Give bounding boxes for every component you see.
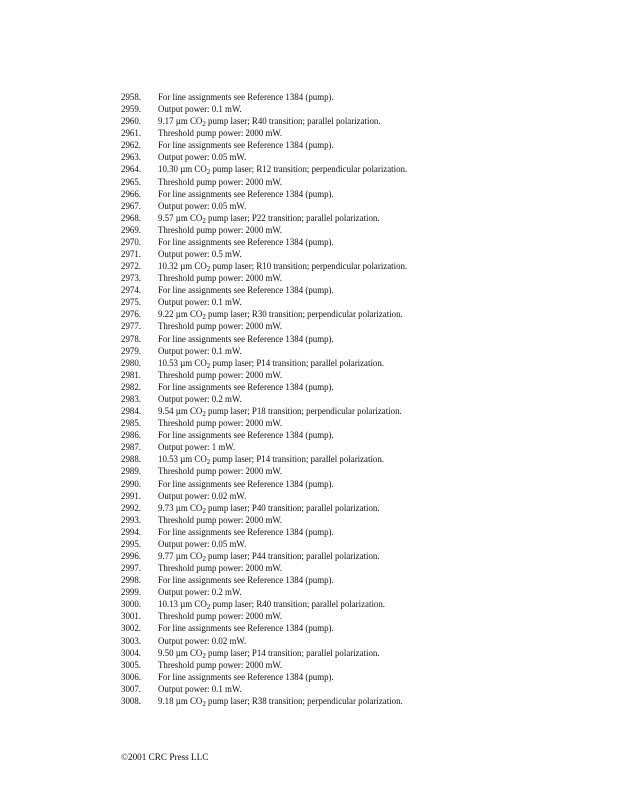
note-number: 2988.: [121, 454, 141, 465]
note-text: Threshold pump power: 2000 mW.: [158, 128, 283, 139]
note-number: 3005.: [121, 659, 141, 670]
note-row: [121, 490, 591, 502]
note-number: 2976.: [121, 309, 141, 320]
note-number: 3008.: [121, 695, 141, 706]
note-row: [121, 248, 591, 260]
note-row: [121, 635, 591, 647]
note-number: 2986.: [121, 430, 141, 441]
note-text: Threshold pump power: 2000 mW.: [158, 466, 283, 477]
copyright-footer: ©2001 CRC Press LLC: [121, 752, 209, 762]
note-number: 2980.: [121, 357, 141, 368]
note-row: [121, 176, 591, 188]
note-number: 2977.: [121, 321, 141, 332]
note-text: For line assignments see Reference 1384 (pump).: [158, 140, 334, 151]
note-row: [121, 369, 591, 381]
note-row: [121, 163, 591, 175]
note-number: 2962.: [121, 140, 141, 151]
note-text-post: pump laser; R10 transition; perpendicular polarization.: [210, 261, 408, 272]
note-row: [121, 417, 591, 429]
note-text: Output power: 0.2 mW.: [158, 393, 242, 404]
note-row: [121, 91, 591, 103]
note-row: [121, 598, 591, 610]
note-subscript: 2: [206, 603, 211, 612]
note-text: For line assignments see Reference 1384 (pump).: [158, 236, 334, 247]
note-number: 3000.: [121, 599, 141, 610]
note-number: 2982.: [121, 381, 141, 392]
note-row: [121, 586, 591, 598]
note-row: [121, 671, 591, 683]
note-text: For line assignments see Reference 1384 (pump).: [158, 92, 334, 102]
note-text: [158, 502, 591, 514]
note-text: For line assignments see Reference 1384 (pump).: [158, 430, 334, 441]
note-subscript: 2: [202, 554, 206, 563]
note-text: For line assignments see Reference 1384 (pump).: [158, 623, 334, 634]
note-number: 2996.: [121, 550, 141, 561]
note-subscript: 2: [206, 458, 211, 467]
note-text-pre: 9.22 µm CO: [158, 309, 203, 320]
note-number: 2999.: [121, 587, 141, 598]
note-row: [121, 393, 591, 405]
note-text: [158, 163, 591, 175]
note-text: [158, 115, 591, 127]
note-text: Output power: 0.05 mW.: [158, 152, 247, 163]
note-text-post: pump laser; P44 transition; parallel polarization.: [205, 550, 380, 561]
note-text: Output power: 0.2 mW.: [158, 587, 242, 598]
note-text: [158, 260, 591, 272]
note-number: 2981.: [121, 369, 141, 380]
note-text-pre: 10.32 µm CO: [158, 261, 207, 272]
note-number: 3007.: [121, 683, 141, 694]
note-number: 2960.: [121, 116, 141, 127]
note-text-pre: 9.73 µm CO: [158, 502, 203, 513]
note-number: 2964.: [121, 164, 141, 175]
note-row: [121, 296, 591, 308]
note-text: Output power: 0.02 mW.: [158, 490, 247, 501]
note-number: 2991.: [121, 490, 141, 501]
note-text: For line assignments see Reference 1384 (pump).: [158, 526, 334, 537]
note-number: 2969.: [121, 224, 141, 235]
note-row: [121, 683, 591, 695]
note-row: [121, 441, 591, 453]
note-number: 2972.: [121, 261, 141, 272]
note-text-post: pump laser; R40 transition; parallel polarization.: [210, 599, 386, 610]
note-text-pre: 10.53 µm CO: [158, 454, 207, 465]
note-text: [158, 453, 591, 465]
note-row: [121, 502, 591, 514]
note-text: Threshold pump power: 2000 mW.: [158, 369, 283, 380]
note-text-post: pump laser; R40 transition; parallel polarization.: [205, 116, 381, 127]
note-subscript: 2: [202, 313, 206, 322]
note-number: 2970.: [121, 236, 141, 247]
note-number: 2989.: [121, 466, 141, 477]
note-row: [121, 224, 591, 236]
note-text-post: pump laser; P40 transition; parallel polarization.: [205, 502, 380, 513]
note-text: [158, 695, 591, 707]
note-row: [121, 659, 591, 671]
note-row: [121, 284, 591, 296]
note-text-pre: 9.57 µm CO: [158, 212, 203, 223]
note-text: [158, 405, 591, 417]
note-text-pre: 10.30 µm CO: [158, 164, 207, 175]
note-subscript: 2: [202, 506, 206, 515]
note-row: [121, 200, 591, 212]
note-number: 3003.: [121, 635, 141, 646]
note-text: Output power: 0.1 mW.: [158, 345, 242, 356]
note-number: 2987.: [121, 442, 141, 453]
note-text: For line assignments see Reference 1384 (pump).: [158, 381, 334, 392]
note-number: 3004.: [121, 647, 141, 658]
note-text-pre: 9.50 µm CO: [158, 647, 203, 658]
note-row: [121, 212, 591, 224]
note-row: [121, 695, 591, 707]
note-number: 2983.: [121, 393, 141, 404]
note-number: 2975.: [121, 297, 141, 308]
note-text: [158, 212, 591, 224]
note-text: [158, 550, 591, 562]
note-text: Output power: 0.1 mW.: [158, 683, 242, 694]
note-text: [158, 647, 591, 659]
note-subscript: 2: [202, 651, 206, 660]
note-text: [158, 598, 591, 610]
note-row: [121, 453, 591, 465]
note-row: [121, 320, 591, 332]
note-row: [121, 345, 591, 357]
note-number: 2995.: [121, 538, 141, 549]
note-text-post: pump laser; P14 transition; parallel polarization.: [210, 357, 385, 368]
note-number: 3006.: [121, 671, 141, 682]
note-number: 2992.: [121, 502, 141, 513]
note-text: For line assignments see Reference 1384 (pump).: [158, 333, 334, 344]
note-row: [121, 562, 591, 574]
note-text: For line assignments see Reference 1384 (pump).: [158, 671, 334, 682]
note-text: [158, 308, 591, 320]
note-row: [121, 405, 591, 417]
note-row: [121, 188, 591, 200]
note-subscript: 2: [202, 699, 206, 708]
note-row: [121, 465, 591, 477]
note-text-post: pump laser; R30 transition; perpendicular polarization.: [205, 309, 403, 320]
note-number: 2984.: [121, 406, 141, 417]
note-text: Output power: 0.5 mW.: [158, 249, 242, 260]
note-text: Threshold pump power: 2000 mW.: [158, 176, 283, 187]
note-row: [121, 272, 591, 284]
note-row: [121, 151, 591, 163]
note-number: 3001.: [121, 611, 141, 622]
note-text: Output power: 0.05 mW.: [158, 538, 247, 549]
note-text: Output power: 0.1 mW.: [158, 104, 242, 115]
note-text: Threshold pump power: 2000 mW.: [158, 273, 283, 284]
note-row: [121, 478, 591, 490]
note-row: [121, 550, 591, 562]
note-number: 2963.: [121, 152, 141, 163]
note-row: [121, 103, 591, 115]
note-text-pre: 9.17 µm CO: [158, 116, 203, 127]
note-text: Threshold pump power: 2000 mW.: [158, 659, 283, 670]
note-text-pre: 10.13 µm CO: [158, 599, 207, 610]
note-text: Threshold pump power: 2000 mW.: [158, 418, 283, 429]
note-text-post: pump laser; P14 transition; parallel polarization.: [205, 647, 380, 658]
note-number: 2998.: [121, 575, 141, 586]
note-row: [121, 574, 591, 586]
note-number: 2961.: [121, 128, 141, 139]
note-row: [121, 333, 591, 345]
note-number: 2997.: [121, 563, 141, 574]
note-number: 2965.: [121, 176, 141, 187]
note-row: [121, 610, 591, 622]
note-number: 2974.: [121, 285, 141, 296]
note-text: For line assignments see Reference 1384 (pump).: [158, 478, 334, 489]
note-row: [121, 514, 591, 526]
note-subscript: 2: [206, 168, 211, 177]
note-row: [121, 139, 591, 151]
note-subscript: 2: [202, 216, 206, 225]
note-text-post: pump laser; P18 transition; perpendicular polarization.: [205, 406, 402, 417]
note-number: 2994.: [121, 526, 141, 537]
note-row: [121, 115, 591, 127]
notes-list: [121, 91, 591, 707]
note-row: [121, 357, 591, 369]
note-number: 3002.: [121, 623, 141, 634]
note-row: [121, 622, 591, 634]
note-text-pre: 10.53 µm CO: [158, 357, 207, 368]
note-row: [121, 236, 591, 248]
note-text: For line assignments see Reference 1384 (pump).: [158, 188, 334, 199]
note-subscript: 2: [202, 410, 206, 419]
note-text: Threshold pump power: 2000 mW.: [158, 224, 283, 235]
note-row: [121, 308, 591, 320]
note-text-post: pump laser; R38 transition; perpendicular polarization.: [205, 695, 403, 706]
note-text: For line assignments see Reference 1384 (pump).: [158, 285, 334, 296]
note-row: [121, 381, 591, 393]
note-number: 2971.: [121, 249, 141, 260]
note-number: 2973.: [121, 273, 141, 284]
note-subscript: 2: [206, 265, 211, 274]
note-row: [121, 538, 591, 550]
note-text: Threshold pump power: 2000 mW.: [158, 611, 283, 622]
note-row: [121, 127, 591, 139]
note-text-pre: 9.54 µm CO: [158, 406, 203, 417]
note-text-pre: 9.77 µm CO: [158, 550, 203, 561]
note-text: Output power: 0.1 mW.: [158, 297, 242, 308]
note-text: For line assignments see Reference 1384 (pump).: [158, 575, 334, 586]
note-number: 2990.: [121, 478, 141, 489]
note-row: [121, 526, 591, 538]
note-text: Threshold pump power: 2000 mW.: [158, 563, 283, 574]
note-number: 2978.: [121, 333, 141, 344]
note-text: Output power: 0.05 mW.: [158, 200, 247, 211]
note-number: 2968.: [121, 212, 141, 223]
note-number: 2979.: [121, 345, 141, 356]
note-number: 2967.: [121, 200, 141, 211]
note-text: Threshold pump power: 2000 mW.: [158, 514, 283, 525]
note-subscript: 2: [206, 361, 211, 370]
note-row: [121, 260, 591, 272]
note-number: 2993.: [121, 514, 141, 525]
note-number: 2959.: [121, 104, 141, 115]
note-text: [158, 357, 591, 369]
note-text-pre: 9.18 µm CO: [158, 695, 203, 706]
note-text: Output power: 1 mW.: [158, 442, 236, 453]
note-number: 2966.: [121, 188, 141, 199]
note-text-post: pump laser; P22 transition; parallel polarization.: [205, 212, 380, 223]
note-text: Threshold pump power: 2000 mW.: [158, 321, 283, 332]
note-number: 2985.: [121, 418, 141, 429]
note-row: [121, 647, 591, 659]
note-text: Output power: 0.02 mW.: [158, 635, 247, 646]
note-row: [121, 429, 591, 441]
note-subscript: 2: [202, 120, 206, 129]
note-text-post: pump laser; P14 transition; parallel polarization.: [210, 454, 385, 465]
note-text-post: pump laser; R12 transition; perpendicular polarization.: [210, 164, 408, 175]
note-number: 2958.: [121, 92, 141, 102]
